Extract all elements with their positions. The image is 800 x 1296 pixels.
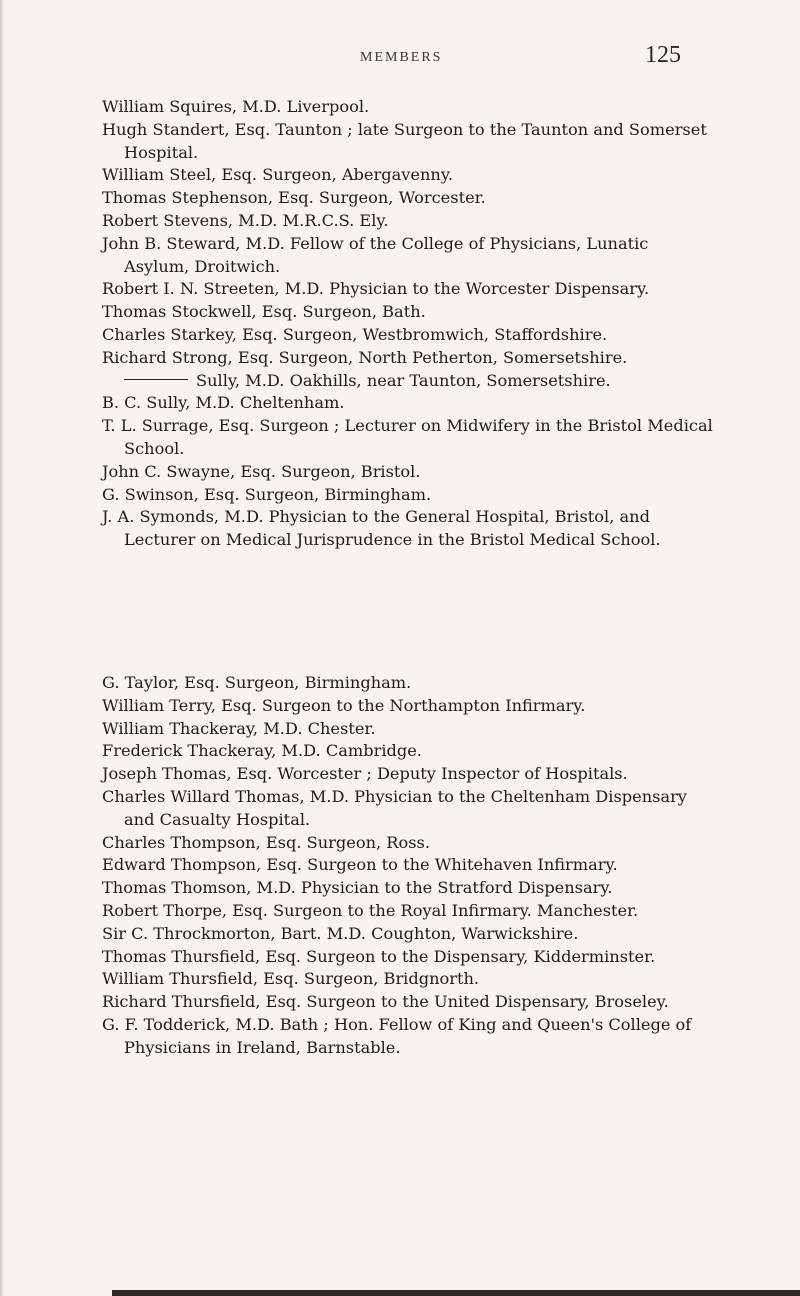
member-entry: B. C. Sully, M.D. Cheltenham. — [102, 393, 345, 413]
member-entry: Thomas Stephenson, Esq. Surgeon, Worcester. — [102, 188, 486, 208]
member-list-s — [102, 96, 714, 552]
member-entry: G. Taylor, Esq. Surgeon, Birmingham. — [102, 673, 412, 692]
member-list-t — [102, 672, 714, 1060]
member-entry: Edward Thompson, Esq. Surgeon to the Whitehaven Infirmary. — [102, 855, 618, 875]
member-entry: William Thursfield, Esq. Surgeon, Bridgnorth. — [102, 969, 480, 989]
member-entry: John C. Swayne, Esq. Surgeon, Bristol. — [102, 461, 421, 481]
member-entry: G. Swinson, Esq. Surgeon, Birmingham. — [102, 484, 432, 504]
member-entry: Sir C. Throckmorton, Bart. M.D. Coughton, Warwickshire. — [102, 923, 579, 943]
ditto-rule — [124, 379, 188, 380]
member-entry: William Thackeray, M.D. Chester. — [102, 718, 376, 738]
member-entry: John B. Steward, M.D. Fellow of the College of Physicians, Lunatic Asylum, Droitwich. — [102, 233, 649, 276]
bottom-edge-bar — [112, 1290, 800, 1296]
member-entry: William Squires, M.D. Liverpool. — [102, 97, 370, 116]
member-entry: William Steel, Esq. Surgeon, Abergavenny. — [102, 165, 453, 185]
member-entry: G. F. Todderick, M.D. Bath ; Hon. Fellow of King and Queen's College of Physicians in Ireland, Barnstable. — [102, 1014, 692, 1057]
member-entry: Joseph Thomas, Esq. Worcester ; Deputy Inspector of Hospitals. — [102, 764, 628, 784]
page-header — [0, 36, 800, 76]
running-head: MEMBERS — [360, 50, 443, 65]
member-entry: Charles Thompson, Esq. Surgeon, Ross. — [102, 832, 430, 852]
member-entry: J. A. Symonds, M.D. Physician to the General Hospital, Bristol, and Lecturer on Medical Jurisprudence in the Bristol Medical School. — [102, 507, 661, 550]
member-entry: Thomas Thursfield, Esq. Surgeon to the Dispensary, Kidderminster. — [102, 946, 656, 966]
member-entry-text: Sully, M.D. Oakhills, near Taunton, Somersetshire. — [196, 370, 611, 390]
member-entry: Robert I. N. Streeten, M.D. Physician to the Worcester Dispensary. — [102, 279, 650, 299]
member-entry: Thomas Stockwell, Esq. Surgeon, Bath. — [102, 302, 426, 322]
member-entry: Robert Thorpe, Esq. Surgeon to the Royal Infirmary. Manchester. — [102, 900, 639, 920]
member-entry-ditto — [102, 370, 714, 393]
member-entry: Robert Stevens, M.D. M.R.C.S. Ely. — [102, 210, 389, 230]
member-entry: T. L. Surrage, Esq. Surgeon ; Lecturer on Midwifery in the Bristol Medical School. — [102, 416, 713, 458]
member-entry: William Terry, Esq. Surgeon to the Northampton Infirmary. — [102, 695, 586, 715]
member-entry: Thomas Thomson, M.D. Physician to the Stratford Dispensary. — [102, 878, 613, 898]
member-entry: Hugh Standert, Esq. Taunton ; late Surgeon to the Taunton and Somerset Hospital. — [102, 119, 707, 162]
member-entry: Charles Willard Thomas, M.D. Physician to the Cheltenham Dispensary and Casualty Hospital. — [102, 786, 687, 829]
member-entry: Charles Starkey, Esq. Surgeon, Westbromwich, Staffordshire. — [102, 324, 608, 344]
page-number: 125 — [645, 42, 681, 68]
member-entry: Richard Thursfield, Esq. Surgeon to the United Dispensary, Broseley. — [102, 992, 669, 1012]
member-entry: Frederick Thackeray, M.D. Cambridge. — [102, 741, 422, 761]
member-entry: Richard Strong, Esq. Surgeon, North Petherton, Somersetshire. — [102, 347, 628, 367]
page-edge-shadow — [0, 0, 4, 1296]
